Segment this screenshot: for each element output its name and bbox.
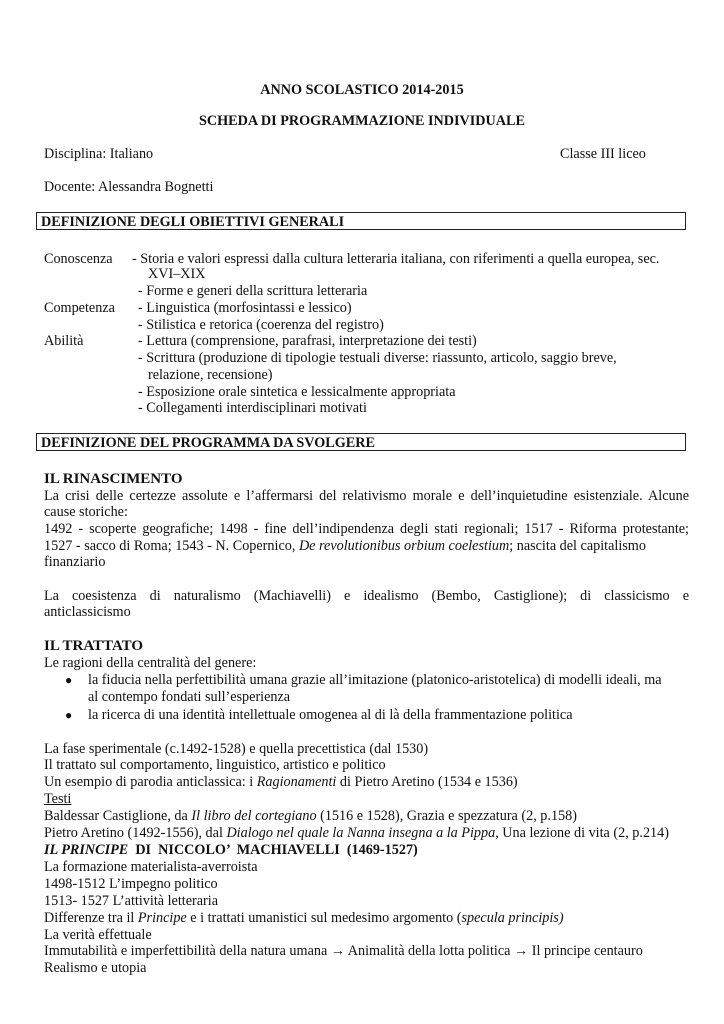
objective-line: - Collegamenti interdisciplinari motivati	[138, 400, 367, 416]
paragraph-line: finanziario	[44, 554, 106, 570]
paragraph-line: La verità effettuale	[44, 927, 152, 943]
class-line: Classe III liceo	[560, 146, 646, 162]
label-abilita: Abilità	[44, 333, 84, 349]
section-title-machiavelli: IL PRINCIPE DI NICCOLO’ MACHIAVELLI (1469-1527)	[44, 842, 418, 858]
paragraph-line: anticlassicismo	[44, 604, 131, 620]
objective-line: - Scrittura (produzione di tipologie testuali diverse: riassunto, articolo, saggio breve,	[138, 350, 617, 366]
bullet-text: al contempo fondati sull’esperienza	[88, 689, 291, 705]
paragraph-line: Realismo e utopia	[44, 960, 147, 976]
bullet-icon: ●	[65, 708, 73, 722]
bullet-text: la fiducia nella perfettibilità umana grazie all’imitazione (platonico-aristotelica) di modelli ideali, ma	[88, 672, 662, 688]
objective-line: - Linguistica (morfosintassi e lessico)	[138, 300, 352, 316]
section-title-trattato: IL TRATTATO	[44, 638, 144, 654]
bullet-text: la ricerca di una identità intellettuale omogenea al di là della frammentazione politica	[88, 707, 573, 723]
text-reference: Pietro Aretino (1492-1556), dal Dialogo nel quale la Nanna insegna a la Pippa, Una lezione di vita (2, p.214)	[44, 825, 669, 841]
paragraph-line: Il trattato sul comportamento, linguistico, artistico e politico	[44, 757, 386, 773]
objective-line: - Esposizione orale sintetica e lessicalmente appropriata	[138, 384, 456, 400]
paragraph-line: 1492 - scoperte geografiche; 1498 - fine dell’indipendenza degli stati regionali; 1517 - Riforma protestante;	[44, 521, 689, 537]
label-competenza: Competenza	[44, 300, 115, 316]
paragraph-line: 1513- 1527 L’attività letteraria	[44, 893, 219, 909]
program-heading-box: DEFINIZIONE DEL PROGRAMMA DA SVOLGERE	[36, 433, 686, 451]
objective-line: - Stilistica e retorica (coerenza del registro)	[138, 317, 384, 333]
text-reference: Baldessar Castiglione, da Il libro del cortegiano (1516 e 1528), Grazia e spezzatura (2, p.158)	[44, 808, 577, 824]
objectives-heading-box: DEFINIZIONE DEGLI OBIETTIVI GENERALI	[36, 212, 686, 230]
discipline-line: Disciplina: Italiano	[44, 146, 154, 162]
paragraph-line: La crisi delle certezze assolute e l’affermarsi del relativismo morale e dell’inquietudine esistenziale. Alcune	[44, 488, 689, 504]
paragraph-line: La coesistenza di naturalismo (Machiavelli) e idealismo (Bembo, Castiglione); di classicismo e	[44, 588, 689, 604]
paragraph-line: Differenze tra il Principe e i trattati umanistici sul medesimo argomento (specula principis)	[44, 910, 564, 926]
objective-line: relazione, recensione)	[148, 367, 273, 383]
paragraph-line: Immutabilità e imperfettibilità della natura umana → Animalità della lotta politica → Il principe centauro	[44, 943, 643, 959]
label-conoscenza: Conoscenza	[44, 251, 113, 267]
paragraph-line: cause storiche:	[44, 504, 128, 520]
paragraph-line: 1498-1512 L’impegno politico	[44, 876, 218, 892]
paragraph-line: Un esempio di parodia anticlassica: i Ragionamenti di Pietro Aretino (1534 e 1536)	[44, 774, 518, 790]
objective-line: - Lettura (comprensione, parafrasi, interpretazione dei testi)	[138, 333, 477, 349]
objective-line: - Storia e valori espressi dalla cultura letteraria italiana, con riferimenti a quella europea, sec.	[132, 251, 660, 267]
bullet-icon: ●	[65, 673, 73, 687]
paragraph-line: La fase sperimentale (c.1492-1528) e quella precettistica (dal 1530)	[44, 741, 429, 757]
section-title-rinascimento: IL RINASCIMENTO	[44, 471, 183, 487]
paragraph-line: 1527 - sacco di Roma; 1543 - N. Copernico, De revolutionibus orbium coelestium; nascita del capitalismo	[44, 538, 646, 554]
school-year-heading: ANNO SCOLASTICO 2014-2015	[260, 82, 464, 98]
objective-line: - Forme e generi della scrittura letteraria	[138, 283, 368, 299]
objective-line: XVI–XIX	[148, 266, 206, 282]
document-title: SCHEDA DI PROGRAMMAZIONE INDIVIDUALE	[199, 113, 525, 129]
teacher-line: Docente: Alessandra Bognetti	[44, 179, 214, 195]
testi-subheading: Testi	[44, 791, 72, 807]
paragraph-line: La formazione materialista-averroista	[44, 859, 258, 875]
paragraph-line: Le ragioni della centralità del genere:	[44, 655, 257, 671]
